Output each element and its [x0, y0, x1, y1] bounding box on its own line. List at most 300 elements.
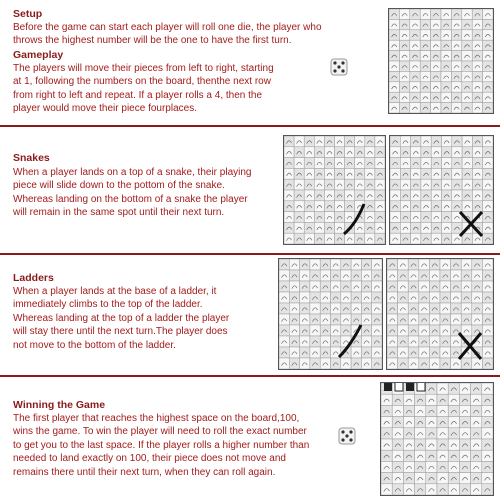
board-cell	[314, 233, 324, 244]
board-cell	[431, 233, 441, 244]
board-cell	[459, 394, 470, 405]
board-cell	[284, 222, 294, 233]
board-cell	[400, 179, 410, 190]
board-cell	[284, 233, 294, 244]
board-cell	[345, 201, 355, 212]
board-cell	[408, 358, 419, 369]
board-cell	[429, 303, 440, 314]
snakes-line: When a player lands on a top of a snake, their playing	[13, 167, 252, 178]
board-cell	[451, 292, 462, 303]
board-cell	[419, 303, 430, 314]
board-cell	[324, 222, 334, 233]
board-cell	[415, 405, 426, 416]
board-cell	[284, 212, 294, 223]
board-cell	[440, 259, 451, 270]
board-cell	[441, 9, 451, 19]
board-cell	[429, 292, 440, 303]
board-cell	[392, 417, 403, 428]
board-cell	[361, 358, 371, 369]
board-cell	[420, 92, 430, 102]
board-cell	[483, 147, 493, 158]
board-cell	[320, 292, 330, 303]
board-cell	[442, 136, 452, 147]
board-cell	[419, 292, 430, 303]
board-cell	[335, 201, 345, 212]
board-cell	[345, 233, 355, 244]
board-cell	[441, 103, 451, 113]
board-cell	[399, 30, 409, 40]
board-cell	[398, 259, 409, 270]
board-cell	[304, 147, 314, 158]
board-cell	[410, 103, 420, 113]
board-cell	[421, 212, 431, 223]
board-cell	[462, 179, 472, 190]
board-cell	[389, 92, 399, 102]
board-cell	[482, 259, 493, 270]
board-cell	[437, 394, 448, 405]
setup-line: Before the game can start each player will roll one die, the player who	[13, 22, 322, 33]
board-cell	[341, 303, 351, 314]
board-cell	[381, 394, 392, 405]
board-cell	[389, 40, 399, 50]
board-cell	[387, 358, 398, 369]
board-cell	[320, 358, 330, 369]
board-cell	[300, 281, 310, 292]
board-cell	[351, 347, 361, 358]
board-cell	[284, 190, 294, 201]
board-cell	[419, 270, 430, 281]
winning-line: to get you to the last space. If the player rolls a higher number than	[13, 439, 310, 451]
board-cell	[483, 158, 493, 169]
board-cell	[320, 281, 330, 292]
board-cell	[462, 190, 472, 201]
board-cell	[345, 158, 355, 169]
board-cell	[408, 292, 419, 303]
board-cell	[365, 158, 375, 169]
board-cell	[351, 281, 361, 292]
board-cell	[451, 314, 462, 325]
board-cell	[310, 292, 320, 303]
board-cell	[426, 428, 437, 439]
section-divider	[0, 375, 500, 377]
board-cell	[365, 212, 375, 223]
board-cell	[320, 259, 330, 270]
board-cell	[400, 168, 410, 179]
gameplay-text	[13, 62, 274, 116]
board-cell	[279, 314, 289, 325]
board-cell	[420, 9, 430, 19]
board-cell	[398, 292, 409, 303]
board-cell	[284, 179, 294, 190]
board-cell	[398, 281, 409, 292]
board-cell	[482, 336, 493, 347]
board-cell	[361, 314, 371, 325]
board-cell	[375, 136, 385, 147]
board-cell	[482, 473, 493, 484]
ladders-line: not move to the bottom of the ladder.	[13, 339, 176, 351]
board-cell	[440, 336, 451, 347]
board-cell	[341, 325, 351, 336]
board-cell	[482, 405, 493, 416]
board-cell	[403, 428, 414, 439]
board-cell	[289, 281, 299, 292]
ladders-line: will stay there until the next turn.The player does	[13, 326, 228, 338]
board-cell	[440, 347, 451, 358]
board-cell	[345, 136, 355, 147]
board-cell	[429, 270, 440, 281]
board-cell	[398, 325, 409, 336]
board-cell	[381, 417, 392, 428]
board-cell	[375, 190, 385, 201]
board-cell	[387, 325, 398, 336]
board-cell	[390, 212, 400, 223]
board-cell	[448, 428, 459, 439]
winning-line: The first player that reaches the highest space on the board,100,	[13, 413, 300, 424]
board-cell	[462, 71, 472, 81]
board-cell	[390, 136, 400, 147]
board-cell	[324, 190, 334, 201]
board-cell	[426, 461, 437, 472]
board-cell	[426, 473, 437, 484]
board-cell	[355, 190, 365, 201]
board-cell	[398, 358, 409, 369]
board-cell	[442, 233, 452, 244]
board-cell	[483, 103, 493, 113]
board-cell	[403, 394, 414, 405]
board-cell	[462, 9, 472, 19]
board-cell	[335, 136, 345, 147]
board-cell	[442, 147, 452, 158]
board-cell	[419, 347, 430, 358]
board-cell	[300, 358, 310, 369]
board-cell	[429, 259, 440, 270]
board-cell	[400, 147, 410, 158]
board-cell	[441, 92, 451, 102]
board-cell	[472, 103, 482, 113]
board-cell	[462, 92, 472, 102]
board-cell	[472, 51, 482, 61]
board-cell	[472, 136, 482, 147]
board-cell	[472, 179, 482, 190]
board-cell	[482, 383, 493, 394]
board-cell	[441, 61, 451, 71]
board-cell	[420, 61, 430, 71]
board-cell	[452, 168, 462, 179]
board-cell	[399, 103, 409, 113]
board-cell	[289, 270, 299, 281]
board-cell	[361, 270, 371, 281]
board-cell	[381, 461, 392, 472]
board-cell	[472, 190, 482, 201]
board-cell	[372, 303, 382, 314]
setup-line: throws the highest number will be the one to have the first turn.	[13, 35, 292, 47]
board-cell	[471, 417, 482, 428]
board-cell	[483, 201, 493, 212]
board-cell	[411, 179, 421, 190]
board-cell	[279, 281, 289, 292]
board-cell	[472, 292, 483, 303]
snakes-text	[13, 166, 251, 220]
board-cell	[483, 82, 493, 92]
board-cell	[420, 19, 430, 29]
board-cell	[341, 314, 351, 325]
board-cell	[365, 190, 375, 201]
board-cell	[448, 450, 459, 461]
board-cell	[451, 9, 461, 19]
board-cell	[304, 136, 314, 147]
board-cell	[431, 190, 441, 201]
board-cell	[421, 179, 431, 190]
board-cell	[399, 9, 409, 19]
board-cell	[472, 168, 482, 179]
board-cell	[304, 158, 314, 169]
board-cell	[415, 439, 426, 450]
board-cell	[289, 325, 299, 336]
board-cell	[279, 292, 289, 303]
board-cell	[387, 314, 398, 325]
board-cell	[387, 281, 398, 292]
board-cell	[451, 19, 461, 29]
board-cell	[387, 347, 398, 358]
board-cell	[472, 259, 483, 270]
board-cell	[289, 314, 299, 325]
board-cell	[437, 383, 448, 394]
game-board-image	[278, 258, 383, 370]
board-cell	[415, 417, 426, 428]
board-cell	[483, 30, 493, 40]
board-cell	[421, 190, 431, 201]
snakes-line: piece will slide down to the pottom of the snake.	[13, 180, 225, 192]
board-cell	[390, 168, 400, 179]
board-cell	[310, 336, 320, 347]
board-cell	[392, 394, 403, 405]
board-cell	[483, 19, 493, 29]
board-cell	[426, 484, 437, 495]
board-cell	[419, 325, 430, 336]
board-cell	[421, 158, 431, 169]
board-cell	[365, 201, 375, 212]
dice-icon	[330, 58, 348, 76]
board-cell	[304, 190, 314, 201]
board-cell	[483, 61, 493, 71]
board-cell	[426, 417, 437, 428]
board-cell	[415, 473, 426, 484]
board-cell	[451, 303, 462, 314]
board-cell	[372, 336, 382, 347]
board-cell	[324, 136, 334, 147]
board-cell	[448, 439, 459, 450]
board-cell	[482, 281, 493, 292]
board-cell	[398, 347, 409, 358]
board-cell	[361, 281, 371, 292]
board-cell	[440, 358, 451, 369]
board-cell	[403, 473, 414, 484]
board-cell	[440, 325, 451, 336]
board-cell	[429, 347, 440, 358]
board-cell	[451, 281, 462, 292]
board-cell	[471, 383, 482, 394]
board-cell	[411, 158, 421, 169]
board-cell	[400, 222, 410, 233]
board-cell	[448, 461, 459, 472]
board-cell	[482, 394, 493, 405]
board-cell	[452, 158, 462, 169]
board-cell	[345, 147, 355, 158]
board-cell	[431, 51, 441, 61]
board-cell	[429, 358, 440, 369]
board-cell	[403, 450, 414, 461]
board-cell	[437, 405, 448, 416]
board-cell	[355, 222, 365, 233]
board-cell	[331, 270, 341, 281]
board-cell	[471, 439, 482, 450]
board-cell	[294, 222, 304, 233]
board-cell	[399, 82, 409, 92]
board-cell	[472, 158, 482, 169]
board-cell	[408, 281, 419, 292]
board-cell	[410, 9, 420, 19]
board-cell	[415, 394, 426, 405]
board-cell	[426, 450, 437, 461]
board-cell	[472, 147, 482, 158]
board-cell	[403, 439, 414, 450]
board-cell	[284, 136, 294, 147]
board-cell	[335, 147, 345, 158]
board-cell	[442, 168, 452, 179]
winning-line: remains there until their next turn, when they can roll again.	[13, 466, 276, 478]
board-cell	[451, 103, 461, 113]
board-cell	[431, 30, 441, 40]
board-cell	[304, 222, 314, 233]
board-cell	[483, 179, 493, 190]
board-cell	[361, 292, 371, 303]
board-cell	[440, 303, 451, 314]
board-cell	[304, 212, 314, 223]
board-cell	[461, 303, 472, 314]
board-cell	[421, 233, 431, 244]
board-cell	[320, 347, 330, 358]
board-cell	[462, 136, 472, 147]
board-cell	[375, 201, 385, 212]
board-cell	[462, 51, 472, 61]
board-cell	[451, 92, 461, 102]
board-cell	[324, 233, 334, 244]
board-cell	[381, 450, 392, 461]
board-cell	[372, 270, 382, 281]
board-cell	[398, 303, 409, 314]
board-cell	[335, 212, 345, 223]
gameplay-line: player would move their piece fourplaces.	[13, 103, 197, 115]
board-cell	[294, 201, 304, 212]
board-cell	[335, 168, 345, 179]
board-cell	[365, 147, 375, 158]
board-cell	[294, 168, 304, 179]
board-cell	[482, 428, 493, 439]
board-cell	[320, 336, 330, 347]
board-cell	[483, 51, 493, 61]
board-cell	[387, 270, 398, 281]
board-cell	[331, 314, 341, 325]
board-cell	[390, 233, 400, 244]
board-cell	[398, 336, 409, 347]
board-cell	[472, 30, 482, 40]
board-cell	[482, 358, 493, 369]
winning-line: needed to land exactly on 100, their piece does not move and	[13, 453, 286, 465]
board-cell	[387, 259, 398, 270]
board-cell	[389, 9, 399, 19]
game-board-image	[283, 135, 386, 245]
board-cell	[431, 92, 441, 102]
board-cell	[390, 179, 400, 190]
board-cell	[392, 450, 403, 461]
board-cell	[452, 222, 462, 233]
board-cell	[472, 270, 483, 281]
board-cell	[403, 461, 414, 472]
ladders-text	[13, 285, 229, 352]
board-cell	[421, 147, 431, 158]
board-cell	[314, 147, 324, 158]
board-cell	[431, 179, 441, 190]
setup-text	[13, 21, 322, 48]
board-cell	[482, 314, 493, 325]
ladders-line: Whereas landing at the top of a ladder the player	[13, 312, 230, 324]
board-cell	[389, 51, 399, 61]
board-cell	[390, 158, 400, 169]
board-cell	[355, 233, 365, 244]
board-cell	[471, 473, 482, 484]
board-cell	[390, 222, 400, 233]
board-cell	[310, 358, 320, 369]
board-cell	[408, 314, 419, 325]
board-cell	[437, 439, 448, 450]
winning-text	[13, 412, 309, 479]
board-cell	[304, 201, 314, 212]
board-cell	[472, 358, 483, 369]
board-cell	[472, 201, 482, 212]
board-cell	[451, 40, 461, 50]
section-divider	[0, 125, 500, 127]
board-cell	[361, 347, 371, 358]
board-cell	[365, 168, 375, 179]
board-cell	[437, 450, 448, 461]
board-cell	[320, 303, 330, 314]
board-cell	[452, 201, 462, 212]
board-cell	[442, 190, 452, 201]
snakes-heading: Snakes	[13, 152, 50, 164]
board-cell	[411, 190, 421, 201]
board-cell	[410, 30, 420, 40]
board-cell	[365, 179, 375, 190]
dice-icon	[338, 427, 356, 445]
board-cell	[408, 259, 419, 270]
board-cell	[387, 292, 398, 303]
board-cell	[355, 179, 365, 190]
snakes-line: Whereas landing on the bottom of a snake the player	[13, 193, 248, 205]
board-cell	[300, 336, 310, 347]
board-cell	[437, 484, 448, 495]
board-cell	[451, 270, 462, 281]
board-cell	[345, 168, 355, 179]
board-cell	[471, 394, 482, 405]
board-cell	[392, 439, 403, 450]
board-cell	[279, 336, 289, 347]
board-cell	[398, 314, 409, 325]
board-cell	[462, 103, 472, 113]
gameplay-heading: Gameplay	[13, 49, 64, 61]
board-cell	[483, 40, 493, 50]
board-cell	[403, 405, 414, 416]
board-cell	[483, 71, 493, 81]
